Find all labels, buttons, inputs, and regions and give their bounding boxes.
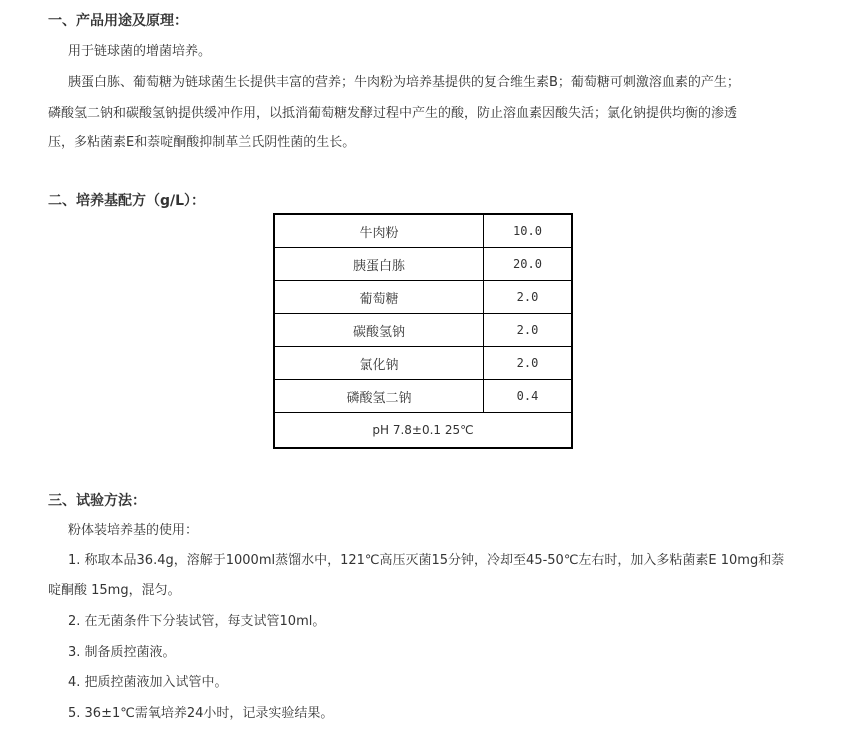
ingredient-name: 牛肉粉 bbox=[274, 214, 484, 248]
ingredient-amount: 10.0 bbox=[484, 214, 573, 248]
section-3-title: 三、试验方法： bbox=[48, 493, 146, 509]
method-intro: 粉体装培养基的使用： bbox=[68, 523, 199, 538]
principle-line-1: 胰蛋白胨、葡萄糖为链球菌生长提供丰富的营养；牛肉粉为培养基提供的复合维生素B；葡萄糖可刺激溶血素的产生； bbox=[68, 75, 740, 90]
step-2: 2. 在无菌条件下分装试管，每支试管10ml。 bbox=[68, 614, 326, 629]
ph-note: pH 7.8±0.1 25℃ bbox=[274, 413, 572, 449]
step-5: 5. 36±1℃需氧培养24小时，记录实验结果。 bbox=[68, 706, 334, 721]
step-3: 3. 制备质控菌液。 bbox=[68, 645, 176, 660]
ingredient-amount: 2.0 bbox=[484, 347, 573, 380]
table-row bbox=[274, 248, 572, 281]
table-row bbox=[274, 380, 572, 413]
recipe-table bbox=[273, 213, 573, 449]
principle-line-2: 磷酸氢二钠和碳酸氢钠提供缓冲作用，以抵消葡萄糖发酵过程中产生的酸，防止溶血素因酸失活；氯化钠提供均衡的渗透 bbox=[48, 106, 738, 121]
step-4: 4. 把质控菌液加入试管中。 bbox=[68, 675, 228, 690]
ingredient-name: 胰蛋白胨 bbox=[274, 248, 484, 281]
step-1-line-1: 1. 称取本品36.4g，溶解于1000ml蒸馏水中，121℃高压灭菌15分钟，冷却至45-50℃左右时，加入多粘菌素E 10mg和萘 bbox=[68, 553, 785, 568]
table-row bbox=[274, 347, 572, 380]
ingredient-name: 葡萄糖 bbox=[274, 281, 484, 314]
ingredient-amount: 2.0 bbox=[484, 314, 573, 347]
table-row bbox=[274, 214, 572, 248]
ingredient-name: 碳酸氢钠 bbox=[274, 314, 484, 347]
ingredient-name: 磷酸氢二钠 bbox=[274, 380, 484, 413]
ingredient-amount: 2.0 bbox=[484, 281, 573, 314]
ingredient-amount: 20.0 bbox=[484, 248, 573, 281]
section-1-title: 一、产品用途及原理： bbox=[48, 13, 188, 29]
ph-row bbox=[274, 413, 572, 449]
ingredient-name: 氯化钠 bbox=[274, 347, 484, 380]
purpose-text: 用于链球菌的增菌培养。 bbox=[68, 44, 212, 59]
table-row bbox=[274, 281, 572, 314]
section-2-title: 二、培养基配方（g/L）： bbox=[48, 193, 206, 209]
principle-line-3: 压，多粘菌素E和萘啶酮酸抑制革兰氏阴性菌的生长。 bbox=[48, 135, 356, 150]
table-row bbox=[274, 314, 572, 347]
ingredient-amount: 0.4 bbox=[484, 380, 573, 413]
step-1-line-2: 啶酮酸 15mg，混匀。 bbox=[48, 583, 181, 598]
